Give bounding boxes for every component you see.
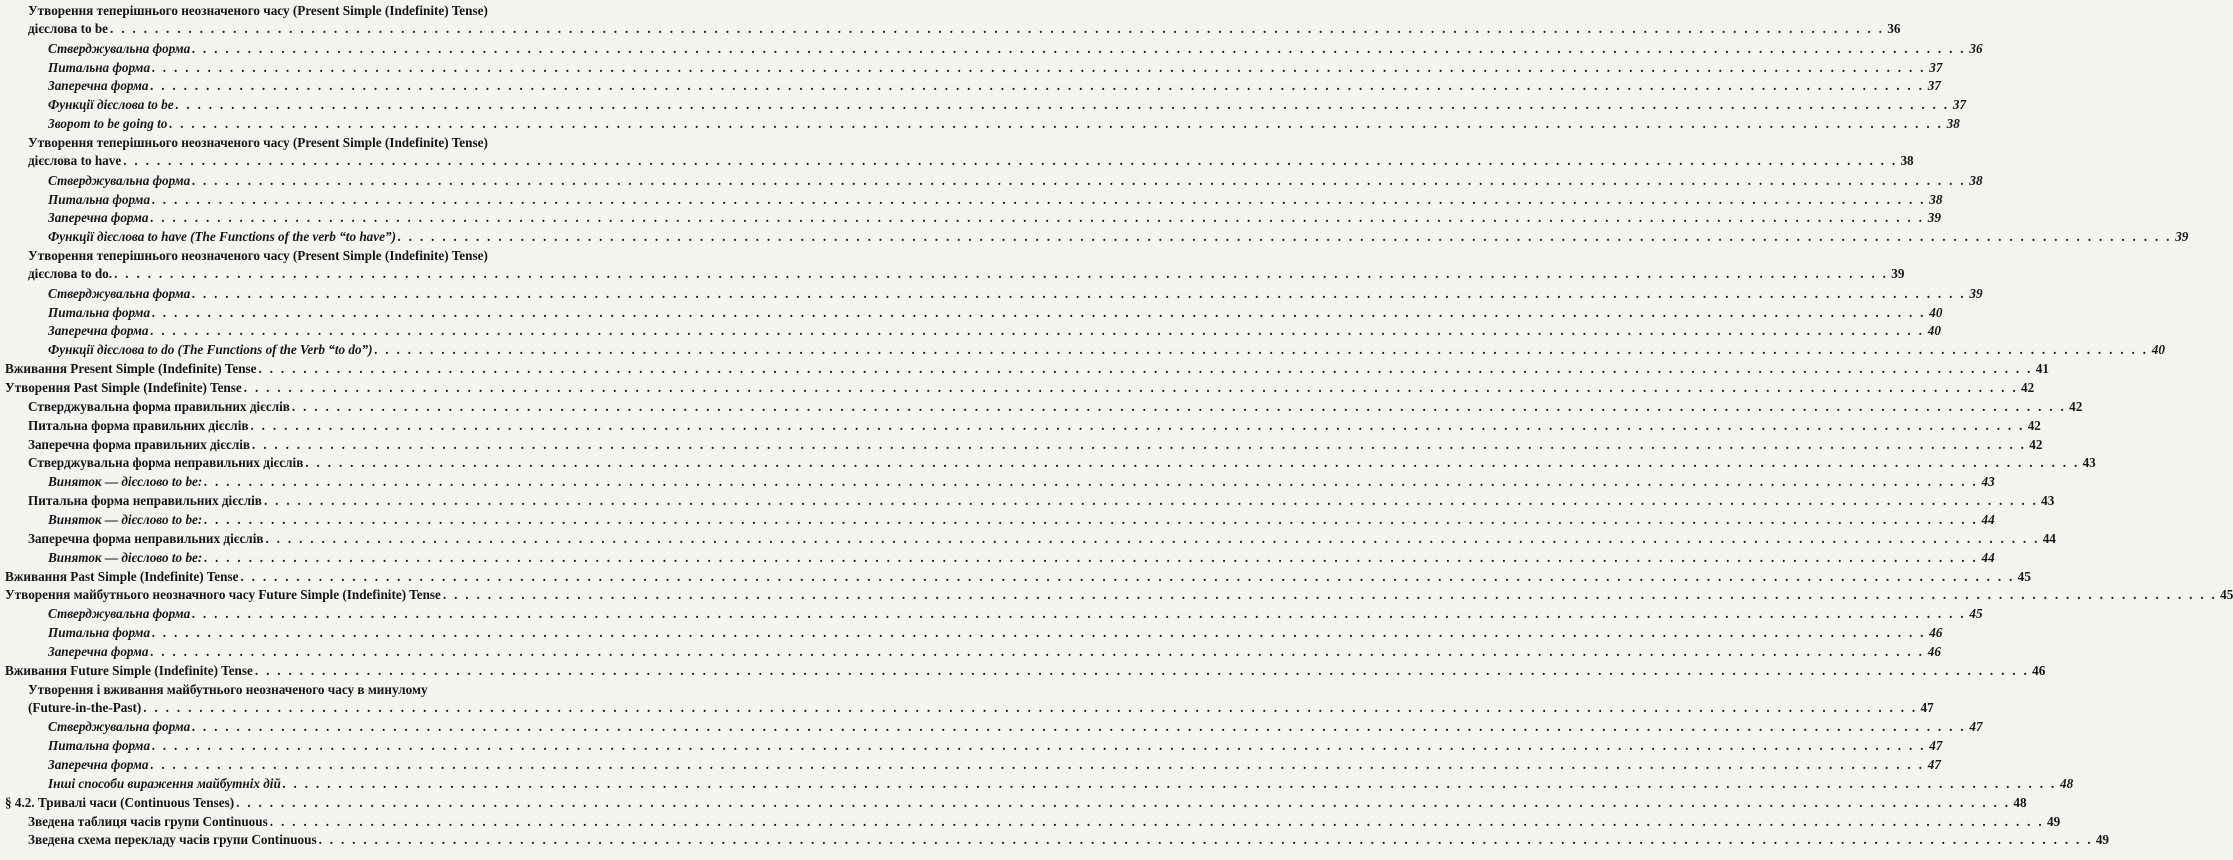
dot-leader — [152, 624, 1926, 642]
dot-leader — [259, 360, 2033, 378]
page-number: 40 — [1929, 304, 1943, 320]
toc-entry-title: Стверджувальна форма правильних дієслів — [28, 398, 290, 414]
dot-leader — [398, 228, 2172, 246]
toc-entry — [0, 96, 1967, 114]
page-number: 37 — [1952, 97, 1967, 113]
toc-entry — [0, 794, 2027, 812]
toc-entry — [0, 417, 2041, 435]
page-number: 47 — [1969, 719, 1983, 735]
page-number: 42 — [2029, 436, 2043, 452]
toc-entry-title: Вживання Future Simple (Indefinite) Tense — [5, 662, 253, 678]
page-number: 47 — [1929, 738, 1943, 754]
toc-entry-title: Питальна форма — [48, 625, 151, 641]
toc-entry — [0, 398, 2083, 416]
toc-entry-title: Функції дієслова to do (The Functions of the Verb “to do”) — [48, 342, 373, 358]
toc-entry — [0, 662, 2046, 680]
page-number: 37 — [1929, 59, 1943, 75]
dot-leader — [255, 662, 2029, 680]
toc-entry-title: Виняток — дієслово to be: — [48, 549, 203, 565]
toc-entry-title-line: Утворення і вживання майбутнього неозначеного часу в минулому — [28, 681, 428, 697]
toc-entry-title: Стверджувальна форма неправильних дієслів — [28, 455, 304, 471]
page-number: 48 — [2060, 775, 2074, 791]
toc-entry-title-line: Утворення теперішнього неозначеного часу (Present Simple (Indefinite) Tense) — [28, 134, 488, 150]
dot-leader — [283, 775, 2057, 793]
toc-entry — [0, 775, 2074, 793]
dot-leader — [305, 454, 2079, 472]
page-number: 48 — [2013, 794, 2027, 810]
toc-entry — [0, 360, 2049, 378]
toc-entry-title: Утворення майбутнього неозначного часу Future Simple (Indefinite) Tense — [5, 587, 441, 603]
toc-entry — [0, 549, 1995, 567]
toc-entry-title: Питальна форма — [48, 738, 151, 754]
toc-entry-title: Вживання Present Simple (Indefinite) Tense — [5, 361, 257, 377]
toc-entry-title: Питальна форма неправильних дієслів — [28, 493, 262, 509]
toc-entry — [0, 643, 1941, 661]
dot-leader — [204, 549, 1978, 567]
page-number: 39 — [1927, 210, 1941, 226]
page-number: 45 — [1969, 606, 1983, 622]
toc-entry-title: дієслова to be — [28, 21, 109, 36]
toc-entry — [0, 718, 1983, 736]
page-number: 38 — [1969, 172, 1983, 188]
page-number: 37 — [1927, 78, 1941, 94]
dot-leader — [143, 699, 1917, 717]
toc-entry-title: Заперечна форма — [48, 643, 149, 659]
page-number: 38 — [1929, 191, 1943, 207]
toc-entry — [0, 341, 2165, 359]
page-number: 46 — [1929, 625, 1943, 641]
toc-entry — [0, 831, 2109, 849]
dot-leader — [151, 756, 1925, 774]
dot-leader — [252, 436, 2026, 454]
toc-entry-title: § 4.2. Тривалі часи (Continuous Tenses) — [5, 794, 235, 810]
toc-entry-title: Питальна форма — [48, 191, 151, 207]
toc-entry — [0, 115, 1960, 133]
page-number: 47 — [1927, 757, 1941, 772]
toc-entry — [0, 247, 1905, 283]
dot-leader — [192, 605, 1966, 623]
toc-entry-title: Питальна форма правильних дієслів — [28, 417, 249, 433]
page-number: 43 — [2041, 493, 2055, 509]
toc-entry-title: Стверджувальна форма — [48, 172, 191, 188]
toc-entry — [0, 209, 1941, 227]
toc-entry-title: Зведена таблиця часів групи Continuous — [28, 813, 268, 829]
dot-leader — [204, 511, 1978, 529]
toc-entry-title: Заперечна форма правильних дієслів — [28, 436, 251, 452]
toc-entry-title: Стверджувальна форма — [48, 285, 191, 301]
page-number: 41 — [2035, 361, 2049, 377]
toc-entry — [0, 511, 1995, 529]
page-number: 36 — [1887, 21, 1901, 36]
toc-entry — [0, 172, 1983, 190]
toc-entry-title: Стверджувальна форма — [48, 719, 191, 735]
toc-entry-title: дієслова to do. — [28, 266, 113, 281]
toc-entry — [0, 59, 1943, 77]
toc-entry — [0, 605, 1983, 623]
page-number: 49 — [2095, 832, 2109, 848]
page-number: 45 — [2017, 568, 2031, 584]
dot-leader — [169, 115, 1943, 133]
toc-entry-title: Питальна форма — [48, 304, 151, 320]
toc-entry — [0, 624, 1943, 642]
dot-leader — [114, 265, 1888, 283]
toc-entry — [0, 379, 2035, 397]
dot-leader — [192, 40, 1966, 58]
dot-leader — [264, 492, 2038, 510]
toc-entry — [0, 813, 2061, 831]
dot-leader — [152, 59, 1926, 77]
toc-entry — [0, 681, 1934, 717]
toc-entry-title: Стверджувальна форма — [48, 40, 191, 56]
dot-leader — [151, 322, 1925, 340]
dot-leader — [236, 794, 2010, 812]
toc-entry-title: Функції дієслова to be — [48, 97, 174, 113]
toc-entry-title: Заперечна форма — [48, 78, 149, 94]
dot-leader — [292, 398, 2066, 416]
toc-entry — [0, 436, 2043, 454]
dot-leader — [152, 737, 1926, 755]
page-number: 40 — [1927, 323, 1941, 339]
toc-entry — [0, 228, 2189, 246]
toc-entry-title: Зворот to be going to — [48, 116, 168, 132]
page-number: 43 — [1981, 474, 1995, 490]
page-number: 46 — [2032, 662, 2046, 678]
dot-leader — [443, 586, 2217, 604]
toc-entry-title-line: Утворення теперішнього неозначеного часу (Present Simple (Indefinite) Tense) — [28, 248, 488, 263]
dot-leader — [250, 417, 2024, 435]
toc-entry-title: Заперечна форма неправильних дієслів — [28, 530, 264, 546]
dot-leader — [319, 831, 2093, 849]
page-number: 44 — [1981, 512, 1995, 527]
dot-leader — [204, 473, 1978, 491]
page-number: 42 — [2069, 398, 2083, 414]
toc-entry-title: Зведена схема перекладу часів групи Continuous — [28, 832, 317, 848]
page-number: 39 — [2175, 229, 2189, 245]
toc-entry-title: Вживання Past Simple (Indefinite) Tense — [5, 568, 239, 584]
page-number: 42 — [2027, 417, 2041, 433]
dot-leader — [240, 568, 2014, 586]
dot-leader — [375, 341, 2149, 359]
dot-leader — [123, 152, 1897, 170]
toc-entry-title: Утворення Past Simple (Indefinite) Tense — [5, 380, 242, 395]
dot-leader — [192, 285, 1966, 303]
toc-entry — [0, 568, 2031, 586]
page-number: 40 — [2151, 342, 2165, 358]
page-number: 38 — [1946, 116, 1960, 132]
toc-entry-title: Функції дієслова to have (The Functions of the verb “to have”) — [48, 229, 396, 245]
toc-entry-title: Питальна форма — [48, 59, 151, 75]
toc-entry — [0, 40, 1983, 58]
dot-leader — [151, 77, 1925, 95]
page-number: 45 — [2220, 587, 2233, 603]
toc-entry-title: Заперечна форма — [48, 757, 149, 772]
toc-entry-title-line: Утворення теперішнього неозначеного часу (Present Simple (Indefinite) Tense) — [28, 3, 488, 18]
toc-entry — [0, 2, 1901, 38]
toc-entry — [0, 77, 1941, 95]
page-number: 39 — [1969, 285, 1983, 301]
dot-leader — [151, 209, 1925, 227]
toc-entry — [0, 492, 2055, 510]
dot-leader — [265, 530, 2039, 548]
page-number: 42 — [2020, 380, 2035, 395]
dot-leader — [270, 813, 2044, 831]
dot-leader — [152, 191, 1926, 209]
toc-entry — [0, 737, 1943, 755]
page-number: 39 — [1891, 266, 1905, 281]
toc-entry-title: Виняток — дієслово to be: — [48, 474, 203, 490]
dot-leader — [110, 20, 1884, 38]
toc-entry — [0, 454, 2096, 472]
toc-entry — [0, 530, 2056, 548]
toc-entry-title: Інші способи вираження майбутніх дій — [48, 775, 281, 791]
dot-leader — [192, 718, 1966, 736]
toc-entry — [0, 586, 2233, 604]
toc-entry-title: Виняток — дієслово to be: — [48, 512, 203, 527]
toc-entry-title: Заперечна форма — [48, 210, 149, 226]
dot-leader — [244, 379, 2018, 397]
page-number: 38 — [1900, 152, 1914, 168]
toc-entry — [0, 756, 1941, 774]
page-number: 43 — [2082, 455, 2096, 471]
toc-entry — [0, 191, 1943, 209]
toc-entry-title: (Future-in-the-Past) — [28, 699, 142, 715]
toc-entry — [0, 322, 1941, 340]
dot-leader — [152, 304, 1926, 322]
toc-entry — [0, 285, 1983, 303]
page-number: 36 — [1969, 40, 1983, 56]
toc-entry-title: дієслова to have — [28, 152, 122, 168]
page-number: 46 — [1927, 643, 1941, 659]
dot-leader — [151, 643, 1925, 661]
toc-entry — [0, 304, 1943, 322]
dot-leader — [192, 172, 1966, 190]
toc-entry-title: Заперечна форма — [48, 323, 149, 339]
page-number: 44 — [2042, 530, 2056, 546]
page-number: 49 — [2046, 813, 2061, 829]
toc-entry — [0, 473, 1995, 491]
toc-entry — [0, 134, 1914, 170]
page-number: 44 — [1981, 549, 1995, 565]
dot-leader — [176, 96, 1950, 114]
toc-entry-title: Стверджувальна форма — [48, 606, 191, 622]
page-number: 47 — [1920, 699, 1934, 715]
